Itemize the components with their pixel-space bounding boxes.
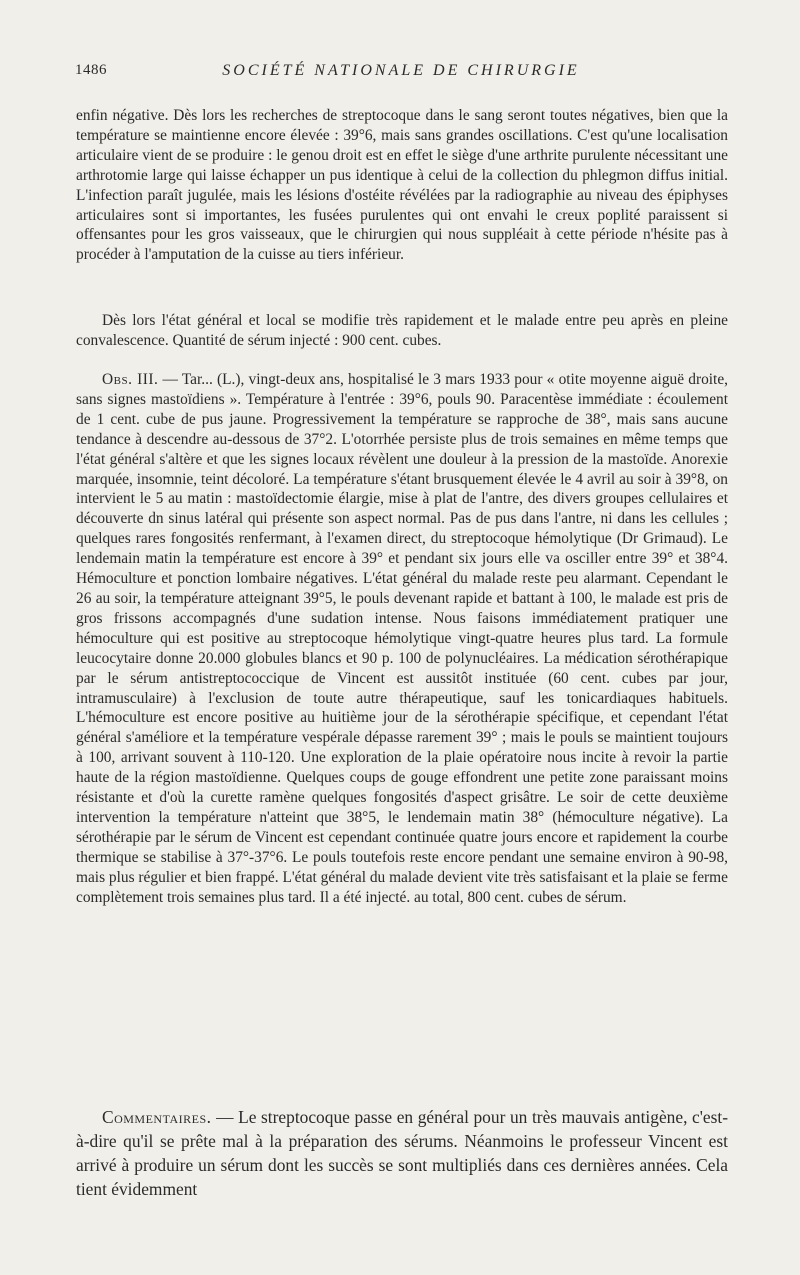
running-header <box>75 62 727 86</box>
commentaires-text <box>76 1105 728 1201</box>
page-number: 1486 <box>75 62 107 78</box>
observation-text <box>76 370 728 907</box>
observation-body: — Tar... (L.), vingt-deux ans, hospitalisé le 3 mars 1933 pour « otite moyenne aiguë droite, sans signes mastoïdiens ». Température à l'entrée : 39°6, pouls 90. Paracentèse immédiate : écoulement de 1 cent. cube de pus jaune. Progressivement la température se rapproche de 38°, mais sans aucune tendance à descendre au-dessous de 37°2. L'otorrhée persiste plus de trois semaines en même temps que l'état général s'altère et que les signes locaux révèlent une douleur à la pression de la mastoïde. Anorexie marquée, insomnie, teint décoloré. La température s'étant brusquement élevée le 4 avril au soir à 39°8, on intervient le 5 au matin : mastoïdectomie élargie, mise à plat de l'antre, des divers groupes cellulaires et découverte dn sinus latéral qui présente son aspect normal. Pas de pus dans l'antre, ni dans les cellules ; quelques rares fongosités renfermant, à l'examen direct, du streptocoque hémolytique (Dr Grimaud). Le lendemain matin la température est encore à 39° et pendant six jours elle va osciller entre 39° et 38°4. Hémoculture et ponction lombaire négatives. L'état général du malade reste peu alarmant. Cependant le 26 au soir, la température atteignant 39°5, le pouls devenant rapide et battant à 100, le malade est pris de gros frissons accompagnés d'une sudation intense. Nous faisons immédiatement pratiquer une hémoculture qui est positive au streptocoque hémolytique vingt-quatre heures plus tard. La formule leucocytaire donne 20.000 globules blancs et 90 p. 100 de polynucléaires. La médication sérothérapique par le sérum antistreptococcique de Vincent est aussitôt instituée (60 cent. cubes par jour, intramusculaire) à l'exclusion de toute autre thérapeutique, sauf les tonicardiaques habituels. L'hémoculture est encore positive au huitième jour de la sérothérapie spécifique, et cependant l'état général s'améliore et la température vespérale dépasse rarement 39° ; mais le pouls se maintient toujours à 100, arrivant souvent à 110-120. Une exploration de la plaie opératoire nous incite à revoir la partie haute de la région mastoïdienne. Quelques coups de gouge effondrent une petite zone paraissant moins résistante et d'où la curette ramène quelques fongosités d'aspect grisâtre. Le soir de cette deuxième intervention la température n'atteint que 38°5, le lendemain matin 38° (hémoculture négative). La sérothérapie par le sérum de Vincent est cependant continuée quatre jours encore et rapidement la courbe thermique se stabilise à 37°-37°6. Le pouls toutefois reste encore pendant une semaine environ à 90-98, mais plus régulier et bien frappé. L'état général du malade devient vite très satisfaisant et la plaie se ferme complètement trois semaines plus tard. Il a été injecté. au total, 800 cent. cubes de sérum. <box>76 371 728 906</box>
amputation-text: Dès lors l'état général et local se modifie très rapidement et le malade entre peu après en pleine convalescence. Quantité de sérum injecté : 900 cent. cubes. <box>76 312 728 349</box>
observation-iii <box>76 370 728 907</box>
commentaires-section <box>76 1105 728 1201</box>
commentaires-body: — Le streptocoque passe en général pour un très mauvais antigène, c'est-à-dire qu'il se prête mal à la préparation des sérums. Néanmoins le professeur Vincent est arrivé à produire un sérum dont les succès se sont multipliés dans ces dernières années. Cela tient évidemment <box>76 1107 728 1199</box>
continuation-paragraph <box>76 106 728 265</box>
observation-label: Obs. III. <box>102 371 159 388</box>
amputation-paragraph <box>76 311 728 351</box>
journal-title: SOCIÉTÉ NATIONALE DE CHIRURGIE <box>222 62 580 79</box>
continuation-text: enfin négative. Dès lors les recherches de streptocoque dans le sang seront toutes négatives, bien que la température se maintienne encore élevée : 39°6, mais sans grandes oscillations. C'est qu'une localisation articulaire vient de se produire : le genou droit est en effet le siège d'une arthrite purulente nécessitant une arthrotomie large qui laisse échapper un pus identique à celui de la collection du phlegmon diffus initial. L'infection paraît jugulée, mais les lésions d'ostéite révélées par la radiographie au niveau des épiphyses articulaires sont si importantes, les fusées purulentes qui ont envahi le creux poplité paraissent si offensantes pour les gros vaisseaux, que le chirurgien qui nous suppléait à cette période n'hésite pas à procéder à l'amputation de la cuisse au tiers inférieur. <box>76 107 728 264</box>
commentaires-label: Commentaires. <box>102 1107 212 1127</box>
